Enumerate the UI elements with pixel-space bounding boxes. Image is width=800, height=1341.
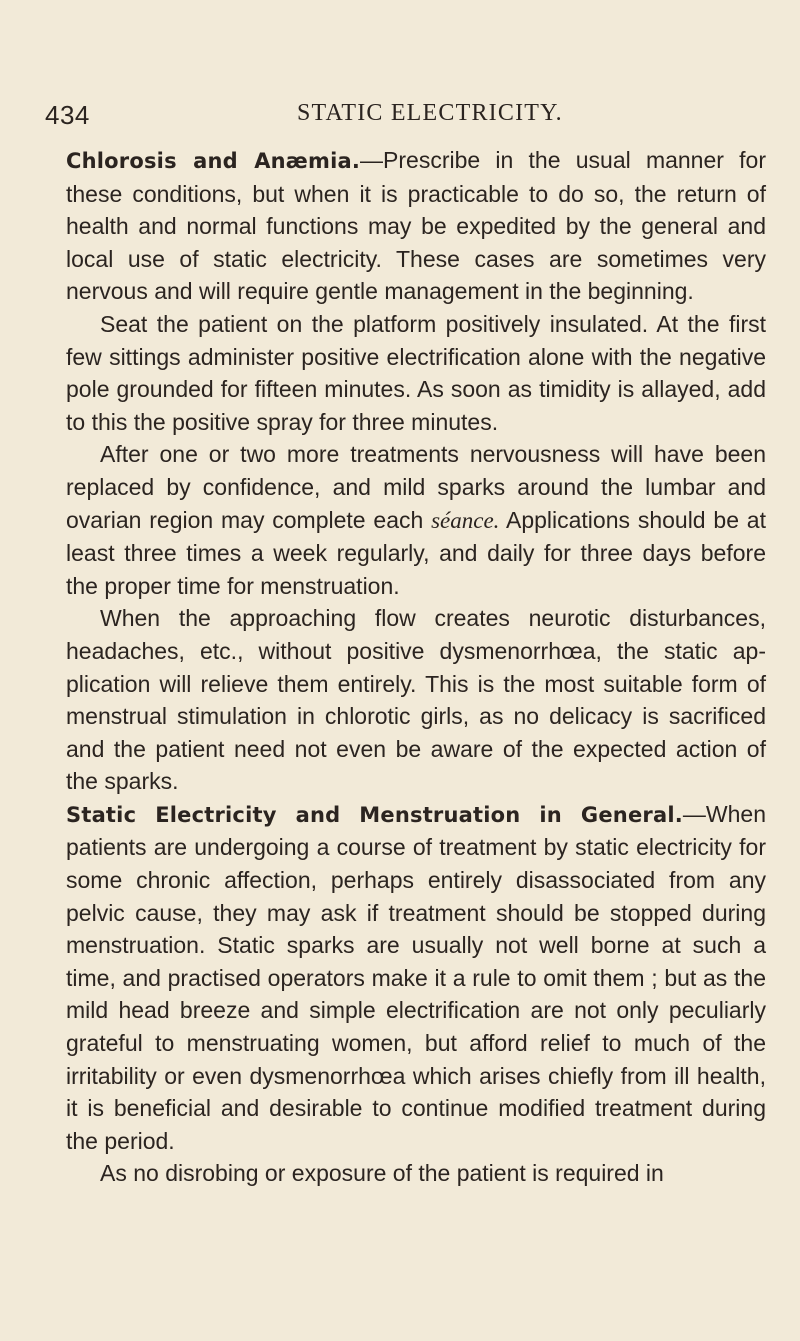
section-heading: Static Electricity and Menstruation in General. (66, 802, 683, 827)
section-heading: Chlorosis and Anæmia. (66, 149, 361, 173)
running-head (45, 100, 765, 140)
paragraph (66, 308, 766, 438)
body-text (66, 144, 766, 1190)
paragraph-text: Applications should be at least three times a week regularly, and daily for three days before the proper time for menstruation. (66, 506, 766, 599)
paragraph-text: —Prescribe in the usual manner for these conditions, but when it is practicable to do so, the return of health and normal functions may be expedited by the general and local use of static electricity. These cases are sometimes very nervous and will require gentle management in the beginning. (66, 147, 766, 305)
paragraph (66, 1157, 766, 1190)
section-paragraph (66, 798, 766, 1158)
page-number: 434 (45, 100, 90, 130)
paragraph-text: Seat the patient on the platform positively insulated. At the first few sittings administer positive electrification alone with the negative pole grounded for fifteen minutes. As soon as timidity is allayed, add to this the positive spray for three minutes. (66, 310, 766, 435)
paragraph-text: After one or two more treatments nervousness will have been replaced by confidence, and mild sparks around the lumbar and ovarian region may complete each (66, 441, 766, 533)
italic-term: séance. (431, 507, 500, 533)
paragraph-text: When the approaching flow creates neurotic disturbances, headaches, etc., without positive dysmenorrhœa, the static application will relieve them entirely. This is the most suitable form of menstrual stimulation in chlorotic girls, as no delicacy is sacrificed and the patient need not even be aware of the expected action of the sparks. (66, 605, 766, 795)
paragraph (66, 602, 766, 798)
book-page (40, 0, 780, 1341)
section-paragraph (66, 144, 766, 308)
paragraph-text: As no disrobing or exposure of the patient is required in (100, 1160, 664, 1187)
paragraph-text: —When patients are undergoing a course of treatment by static electricity for some chronic affection, perhaps entirely disassociated from any pelvic cause, they may ask if treatment should be stopped during menstruation. Static sparks are usually not well borne at such a time, and practised operators make it a rule to omit them ; but as the mild head breeze and simple electrification are not only peculiarly grateful to menstruating women, but afford relief to much of the irritability or even dysmenorrhœa which arises chiefly from ill health, it is beneficial and desirable to continue modified treatment during the period. (66, 800, 766, 1154)
paragraph (66, 438, 766, 602)
running-title: STATIC ELECTRICITY. (297, 100, 563, 126)
